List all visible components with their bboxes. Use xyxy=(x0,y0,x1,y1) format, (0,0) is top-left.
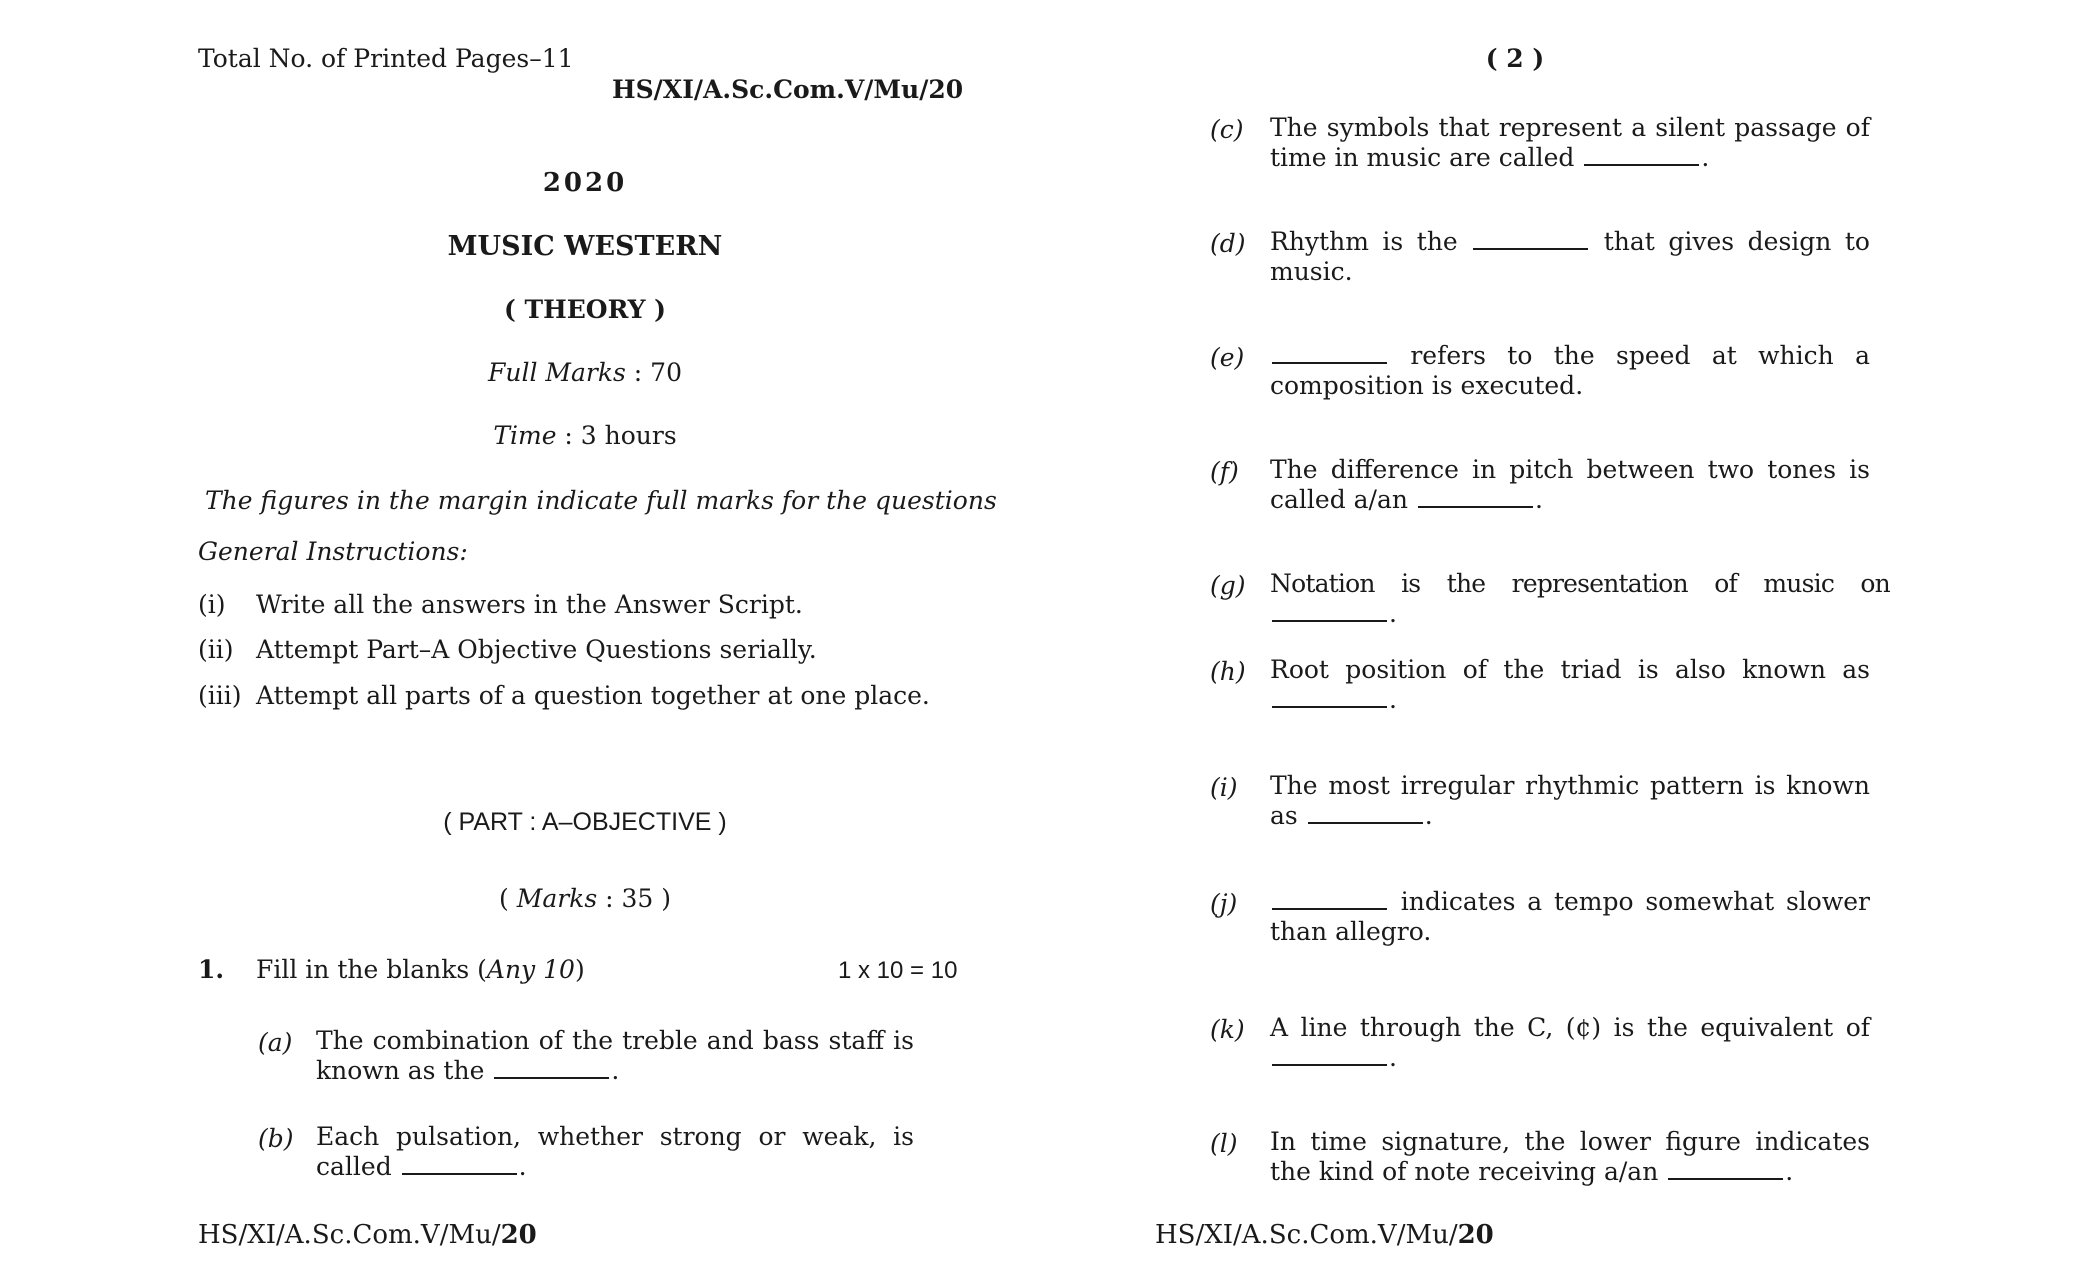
part-heading: ( PART : A–OBJECTIVE ) xyxy=(443,808,727,836)
part-marks-value: : 35 ) xyxy=(597,884,671,913)
footer-code: HS/XI/A.Sc.Com.V/Mu/ xyxy=(198,1220,501,1250)
item-label: (a) xyxy=(258,1028,293,1057)
item-label: (g) xyxy=(1210,571,1246,600)
item-text-after: . xyxy=(518,1152,527,1181)
paper-type: ( THEORY ) xyxy=(504,295,666,324)
item-text-after: . xyxy=(1389,599,1397,628)
answer-blank xyxy=(1272,361,1387,364)
item-text xyxy=(1270,887,1870,947)
exam-year: 2020 xyxy=(542,168,628,198)
page-footer xyxy=(1155,1220,1494,1250)
answer-blank xyxy=(494,1076,609,1079)
item-text xyxy=(1270,1127,1870,1187)
item-label: (h) xyxy=(1210,657,1246,686)
footer-year: 20 xyxy=(500,1220,537,1250)
answer-blank xyxy=(402,1172,517,1175)
part-marks-open: ( xyxy=(499,884,517,913)
answer-blank xyxy=(1584,163,1699,166)
item-label: (i) xyxy=(1210,773,1238,802)
item-text xyxy=(316,1026,914,1086)
answer-blank xyxy=(1272,705,1387,708)
item-label: (c) xyxy=(1210,115,1244,144)
paper-code: HS/XI/A.Sc.Com.V/Mu/20 xyxy=(612,75,964,104)
item-label: (j) xyxy=(1210,889,1238,918)
item-text xyxy=(1270,113,1870,173)
item-label: (d) xyxy=(1210,229,1246,258)
instruction-number: (iii) xyxy=(198,681,242,710)
full-marks-value: : 70 xyxy=(625,358,682,387)
instruction-number: (i) xyxy=(198,590,226,619)
item-text xyxy=(316,1122,914,1182)
answer-blank xyxy=(1272,1063,1387,1066)
item-text-before: The symbols that represent a silent passage of time in music are called xyxy=(1270,113,1870,172)
item-text-after: . xyxy=(1389,685,1397,714)
answer-blank xyxy=(1272,907,1387,910)
time-value: : 3 hours xyxy=(556,421,677,450)
part-marks-label: Marks xyxy=(516,884,598,913)
item-text-before: Each pulsation, whether strong or weak, is called xyxy=(316,1122,914,1181)
question-text-prefix: Fill in the blanks ( xyxy=(256,955,487,984)
item-text-before: Rhythm is the xyxy=(1270,227,1472,256)
item-text xyxy=(1270,655,1870,715)
item-text xyxy=(1270,227,1870,287)
item-text-after: . xyxy=(1701,143,1710,172)
part-marks xyxy=(435,884,735,913)
item-label: (f) xyxy=(1210,457,1239,486)
answer-blank xyxy=(1272,619,1387,622)
item-text-after: . xyxy=(1785,1157,1794,1186)
item-label: (k) xyxy=(1210,1015,1245,1044)
item-text-after: . xyxy=(1389,1043,1397,1072)
question-text xyxy=(256,955,585,984)
right-page xyxy=(1150,0,2100,1275)
answer-blank xyxy=(1668,1177,1783,1180)
question-marks: 1 x 10 = 10 xyxy=(838,957,958,984)
item-label: (b) xyxy=(258,1124,294,1153)
item-text-before: Root position of the triad is also known as xyxy=(1270,655,1870,684)
item-text-after: . xyxy=(1424,801,1433,830)
answer-blank xyxy=(1473,247,1588,250)
instruction-number: (ii) xyxy=(198,635,234,664)
item-text xyxy=(1270,1013,1870,1073)
item-text-before: The difference in pitch between two tones is called a/an xyxy=(1270,455,1870,514)
footer-code: HS/XI/A.Sc.Com.V/Mu/ xyxy=(1155,1220,1458,1250)
item-text xyxy=(1270,771,1870,831)
footer-year: 20 xyxy=(1457,1220,1494,1250)
item-text-after: . xyxy=(1534,485,1543,514)
full-marks xyxy=(385,358,785,387)
general-instructions-heading: General Instructions: xyxy=(198,537,468,566)
item-label: (e) xyxy=(1210,343,1245,372)
answer-blank xyxy=(1418,505,1533,508)
page-number: ( 2 ) xyxy=(1485,44,1545,73)
item-text-before: Notation is the representation of music on xyxy=(1270,569,1890,598)
exam-time xyxy=(385,421,785,450)
item-text-before: A line through the C, (¢) is the equivalent of xyxy=(1270,1013,1870,1042)
total-printed-pages: Total No. of Printed Pages–11 xyxy=(198,44,574,73)
time-label: Time xyxy=(493,421,557,450)
margin-note: The figures in the margin indicate full marks for the questions xyxy=(205,486,997,515)
item-text-before: In time signature, the lower figure indicates the kind of note receiving a/an xyxy=(1270,1127,1870,1186)
item-text xyxy=(1270,569,1890,629)
full-marks-label: Full Marks xyxy=(488,358,626,387)
item-text-before: The most irregular rhythmic pattern is known as xyxy=(1270,771,1870,830)
item-text-after: that gives design to music. xyxy=(1270,227,1870,286)
instruction-text: Attempt Part–A Objective Questions serially. xyxy=(256,635,817,664)
item-text-after: refers to the speed at which a composition is executed. xyxy=(1270,341,1870,400)
item-label: (l) xyxy=(1210,1129,1238,1158)
item-text-after: indicates a tempo somewhat slower than allegro. xyxy=(1270,887,1870,946)
subject-title: MUSIC WESTERN xyxy=(447,231,723,262)
instruction-text: Attempt all parts of a question together at one place. xyxy=(256,681,930,710)
item-text xyxy=(1270,341,1870,401)
page-footer xyxy=(198,1220,537,1250)
item-text-after: . xyxy=(611,1056,620,1085)
question-text-suffix: ) xyxy=(574,955,585,984)
item-text-before: The combination of the treble and bass staff is known as the xyxy=(316,1026,914,1085)
item-text xyxy=(1270,455,1870,515)
question-text-italic: Any 10 xyxy=(486,955,575,984)
question-number: 1. xyxy=(198,955,225,984)
answer-blank xyxy=(1308,821,1423,824)
instruction-text: Write all the answers in the Answer Script. xyxy=(256,590,803,619)
